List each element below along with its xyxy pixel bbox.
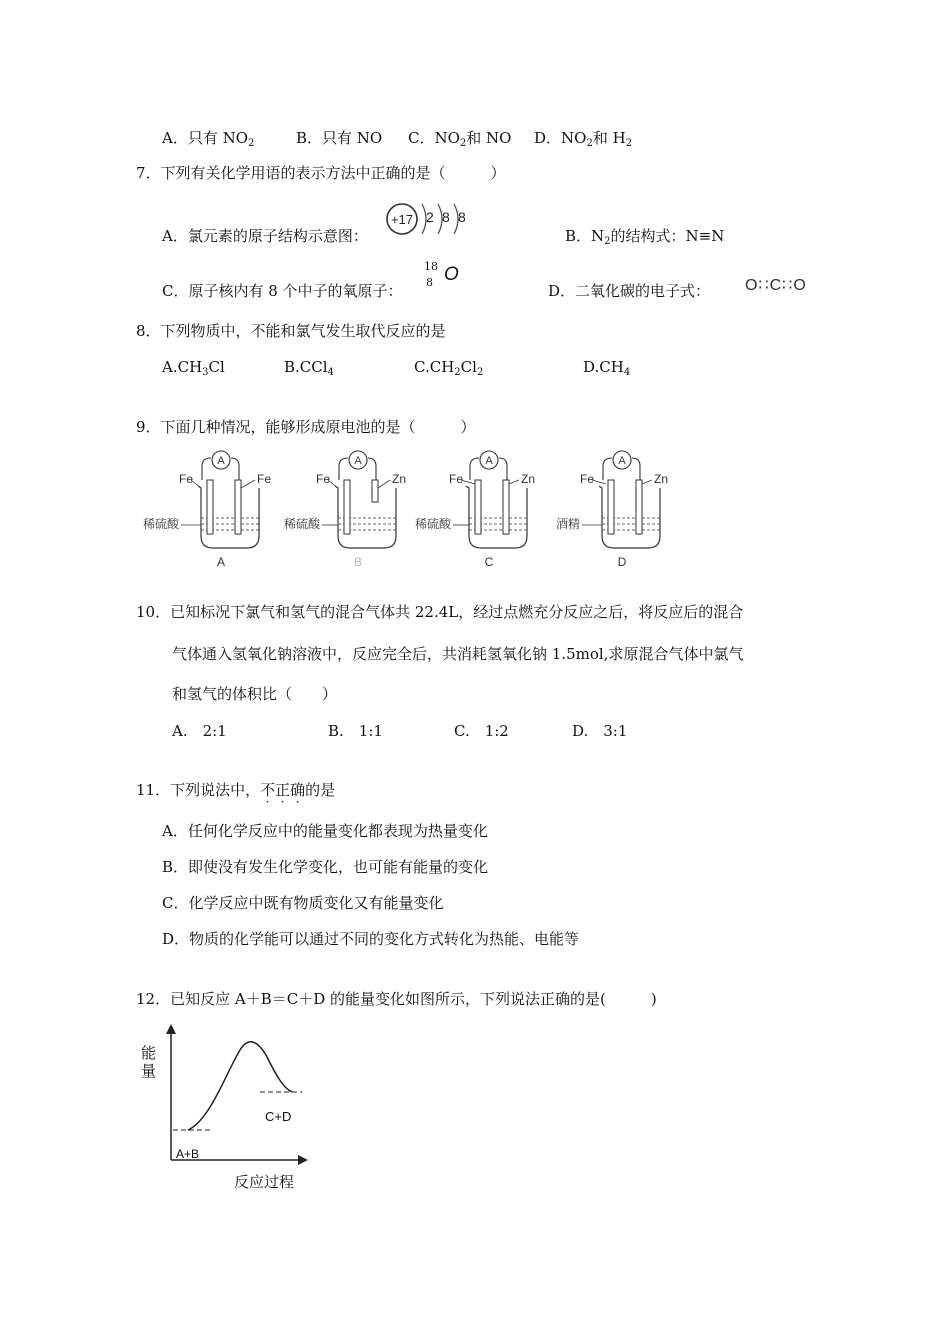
cell-d — [556, 451, 668, 569]
q8-option-a: $A.CH_3Cl$ — [162, 358, 225, 378]
energy-profile-diagram — [140, 1020, 320, 1195]
oxygen-isotope-atomic-number: 8 — [426, 276, 433, 289]
q11-option-c: C．化学反应中既有物质变化又有能量变化 — [162, 894, 444, 912]
svg-text:A+B: A+B — [176, 1147, 200, 1161]
q11-option-b: B．即使没有发生化学变化，也可能有能量的变化 — [162, 858, 489, 876]
q11-option-d: D．物质的化学能可以通过不同的变化方式转化为热能、电能等 — [162, 930, 580, 948]
q12-stem: 12．已知反应 A＋B＝C＋D 的能量变化如图所示，下列说法正确的是( ) — [136, 990, 657, 1008]
svg-text:8: 8 — [442, 209, 450, 225]
svg-text:Fe: Fe — [580, 472, 595, 486]
q10-line-2: 气体通入氢氧化钠溶液中，反应完全后，共消耗氢氧化钠 1.5mol,求原混合气体中氯气 — [172, 645, 744, 663]
q7-option-c: C．原子核内有 8 个中子的氧原子： — [162, 282, 403, 300]
svg-text:A: A — [354, 455, 362, 467]
q10-line-1: 10．已知标况下氯气和氢气的混合气体共 22.4L，经过点燃充分反应之后，将反应后的混合 — [136, 603, 744, 621]
reaction-progress-axis-label: 反应过程 — [234, 1174, 295, 1191]
oxygen-isotope-mass-number: 18 — [424, 260, 438, 273]
q8-option-c: $C.CH_2Cl_2$ — [414, 358, 484, 378]
q7-stem: 7．下列有关化学用语的表示方法中正确的是（ ） — [136, 164, 506, 182]
svg-text:Zn: Zn — [392, 472, 407, 486]
q10-line-3: 和氢气的体积比（ ） — [172, 685, 338, 703]
cell-c — [415, 451, 535, 569]
q10-option-d: D. 3:1 — [572, 722, 628, 740]
q10-option-b: B. 1:1 — [328, 722, 383, 740]
cell-a — [143, 451, 271, 569]
q7-option-d: D．二氧化碳的电子式： — [548, 282, 711, 300]
q6-option-a: A．只有 $NO_2$ — [162, 129, 255, 149]
q8-option-d: $D.CH_4$ — [583, 358, 631, 378]
q8-option-b: B.CCl$_4$ — [284, 358, 334, 378]
q6-option-c: C．$NO_2$和 NO — [408, 129, 512, 149]
svg-text:Fe: Fe — [179, 472, 194, 486]
q10-option-a: A. 2:1 — [172, 722, 227, 740]
svg-text:+17: +17 — [390, 212, 414, 227]
svg-text:A: A — [216, 555, 226, 569]
q6-option-d: D．$NO_2$和 $H_2$ — [534, 129, 633, 149]
q7-option-b: B．$N_2$的结构式：N≡N — [565, 227, 725, 247]
svg-text:Fe: Fe — [257, 472, 272, 486]
svg-text:A: A — [485, 455, 493, 467]
svg-text:稀硫酸: 稀硫酸 — [284, 517, 321, 531]
svg-text:Zn: Zn — [521, 472, 536, 486]
svg-text:Zn: Zn — [654, 472, 669, 486]
energy-axis-label: 能量 — [141, 1045, 157, 1080]
svg-text:D: D — [617, 555, 627, 569]
q10-option-c: C. 1:2 — [454, 722, 509, 740]
svg-text:酒精: 酒精 — [556, 517, 581, 531]
svg-text:B: B — [353, 555, 363, 569]
q6-option-b: B．只有 NO — [296, 129, 383, 147]
svg-text:A: A — [618, 455, 626, 467]
galvanic-cell-diagrams — [135, 448, 695, 573]
q8-stem: 8．下列物质中，不能和氯气发生取代反应的是 — [136, 322, 446, 340]
co2-electron-formula: O∷C∷O — [745, 277, 807, 294]
svg-text:Fe: Fe — [316, 472, 331, 486]
cell-b — [284, 451, 406, 569]
svg-text:8: 8 — [458, 209, 466, 225]
oxygen-isotope-symbol: O — [444, 264, 459, 285]
svg-text:C+D: C+D — [265, 1109, 292, 1124]
svg-text:A: A — [217, 455, 225, 467]
svg-text:2: 2 — [426, 209, 434, 225]
svg-text:稀硫酸: 稀硫酸 — [143, 517, 180, 531]
q7-option-a: A．氯元素的原子结构示意图： — [162, 227, 368, 245]
q9-stem: 9．下面几种情况，能够形成原电池的是（ ） — [136, 418, 476, 436]
svg-text:Fe: Fe — [449, 472, 464, 486]
chlorine-atom-structure-diagram — [382, 200, 478, 246]
svg-text:稀硫酸: 稀硫酸 — [415, 517, 452, 531]
q11-option-a: A．任何化学反应中的能量变化都表现为热量变化 — [162, 822, 488, 840]
q11-stem: 11．下列说法中，不 · 正 · 确 · 的是 — [136, 781, 336, 809]
svg-text:C: C — [484, 555, 494, 569]
